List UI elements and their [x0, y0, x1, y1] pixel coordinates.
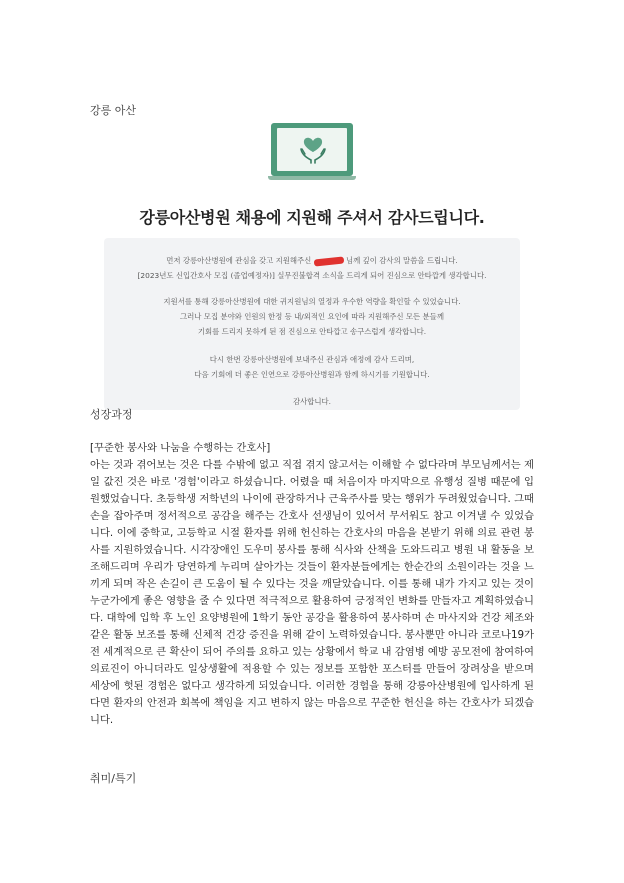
redaction-mark: [313, 256, 344, 266]
notice-line-4: 그러나 모집 분야와 인원의 한정 등 내/외적인 요인에 따라 지원해주신 모든 분들께: [180, 312, 444, 321]
essay-heading: [꾸준한 봉사와 나눔을 수행하는 간호사]: [90, 442, 271, 454]
notice-line-3: 지원서를 통해 강릉아산병원에 대한 귀지원님의 열정과 우수한 역량을 확인할 수 있었습니다.: [163, 297, 461, 306]
rejection-notice-box: [104, 238, 520, 410]
notice-line-2: [2023년도 신입간호사 모집 (졸업예정자)] 실무진불합격 소식을 드리게 되어 진심으로 안타깝게 생각합니다.: [137, 271, 487, 280]
notice-line-7: 다음 기회에 더 좋은 인연으로 강릉아산병원과 함께 하시기를 기원합니다.: [194, 370, 430, 379]
notice-line-5: 기회를 드리지 못하게 된 점 진심으로 안타깝고 송구스럽게 생각합니다.: [197, 327, 427, 336]
notice-line-1: 먼저 강릉아산병원에 관심을 갖고 지원해주신 님께 깊이 감사의 말씀을 드립니다.: [166, 256, 458, 265]
hospital-label: 강릉 아산: [90, 104, 137, 117]
hobby-section-label: 취미/특기: [90, 772, 137, 785]
heart-hands-monitor-icon: [271, 123, 353, 183]
notice-headline: 강릉아산병원 채용에 지원해 주셔서 감사드립니다.: [139, 208, 485, 227]
essay-text: 아는 것과 겪어보는 것은 다를 수밖에 없고 직접 겪지 않고서는 이해할 수 없다라며 부모님께서는 제일 값진 것은 바로 '경험'이라고 하셨습니다. 어렸을 때 처음이자 마지막으로 유행성 질병 때문에 입원했었습니다. 초등학생 저학년의 나이에 관장하거나 근육주사를 맞는 행위가 두려웠었습니다. 그때 손을 잡아주며 정서적으로 공감을 해주는 간호사 선생님이 있어서 무서워도 참고 이겨낼 수 있었습니다. 이에 중학교, 고등학교 시절 환자를 위해 헌신하는 간호사의 마음을 본받기 위해 의료 관련 봉사를 지원하였습니다. 시각장애인 도우미 봉사를 통해 식사와 산책을 도와드리고 병원 내 활동을 보조해드리며 우리가 당연하게 누리며 살아가는 것들이 환자분들에게는 한순간의 소원이라는 것을 느끼게 되며 작은 손길이 큰 도움이 될 수 있다는 것을 깨달았습니다. 이를 통해 내가 가지고 있는 것이 누군가에게 좋은 영향을 줄 수 있다면 적극적으로 활용하여 긍정적인 변화를 만들자고 계획하였습니다. 대학에 입학 후 노인 요양병원에 1학기 동안 공강을 활용하여 봉사하며 손 마사지와 건강 체조와 같은 활동 보조를 통해 신체적 건강 증진을 위해 같이 노력하였습니다. 봉사뿐만 아니라 코로나19가 전 세계적으로 큰 확산이 되어 주의를 요하고 있는 상황에서 학교 내 감염병 예방 공모전에 참여하여 의료진이 아니더라도 일상생활에 적용할 수 있는 정보를 포함한 포스터를 만들어 장려상을 받으며 세상에 헛된 경험은 없다고 생각하게 되었습니다. 이러한 경험을 통해 강릉아산병원에 입사하게 된다면 환자의 안전과 회복에 책임을 지고 변하지 않는 마음으로 꾸준한 헌신을 하는 간호사가 되겠습니다.: [90, 459, 534, 726]
notice-line-8: 감사합니다.: [292, 397, 332, 406]
notice-line-6: 다시 한번 강릉아산병원에 보내주신 관심과 애정에 감사 드리며,: [209, 355, 415, 364]
essay-body: [90, 440, 534, 729]
growth-section-label: 성장과정: [90, 408, 133, 421]
